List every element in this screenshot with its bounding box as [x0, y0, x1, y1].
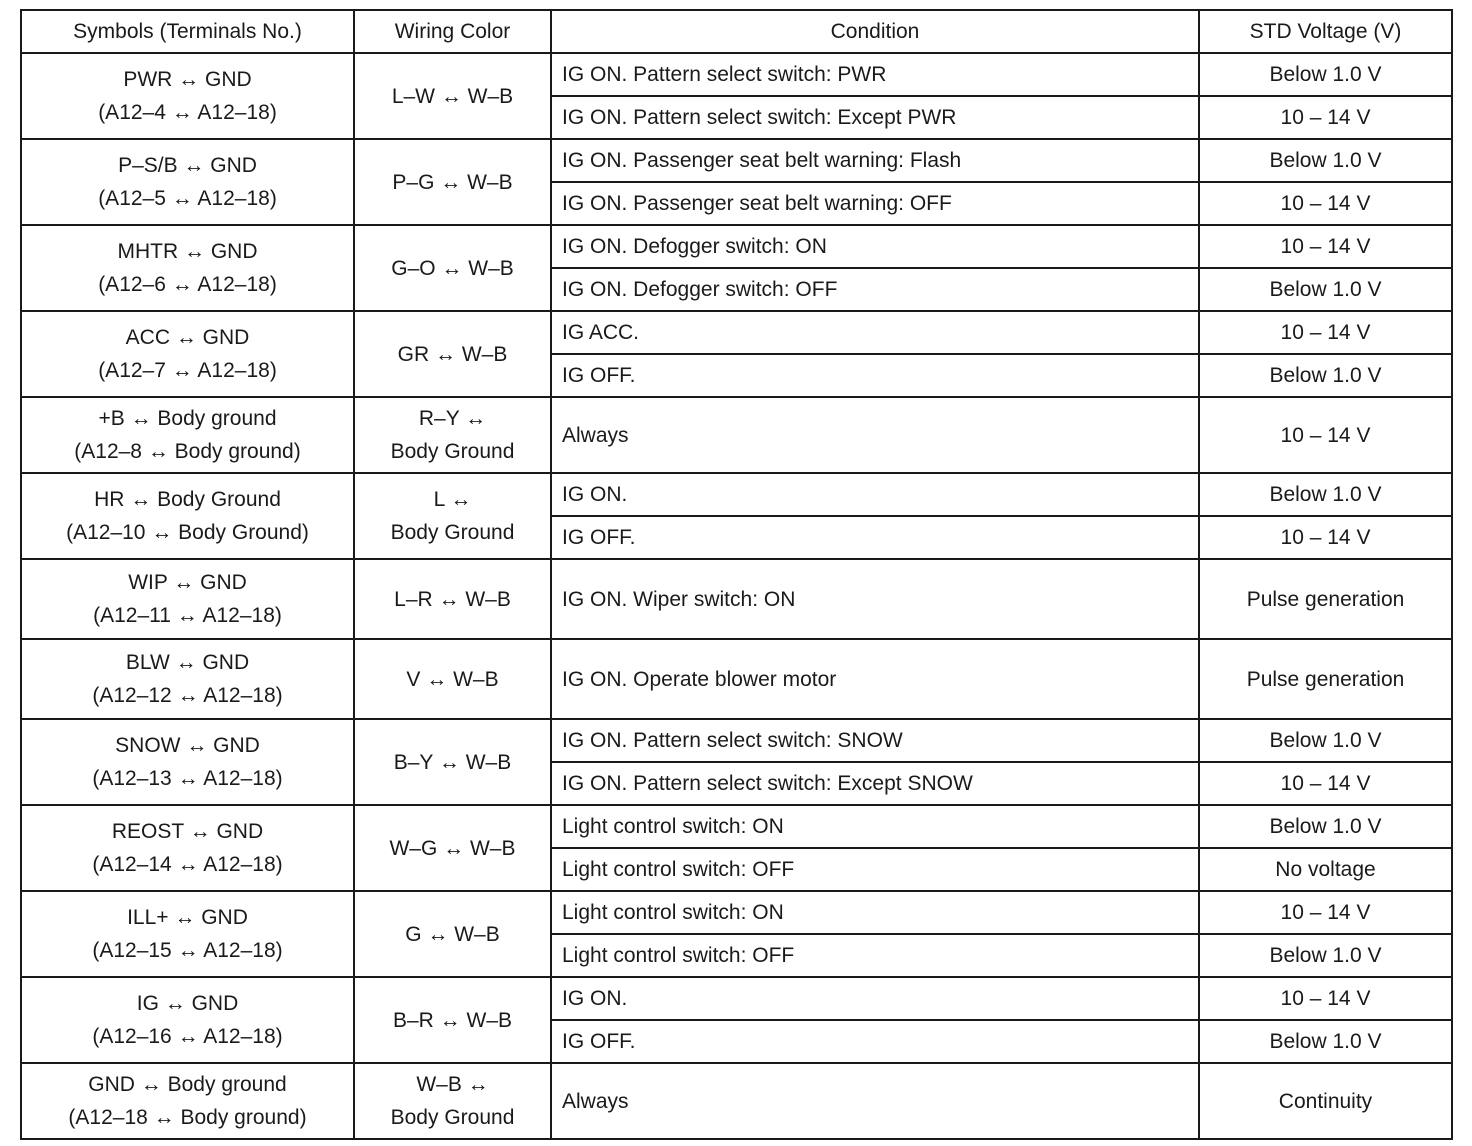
condition-cell: IG OFF.	[551, 516, 1199, 559]
terminal-numbers: (A12–8 ↔ Body ground)	[74, 440, 301, 463]
terminal-numbers: (A12–10 ↔ Body Ground)	[66, 521, 309, 544]
terminal-numbers: (A12–7 ↔ A12–18)	[98, 359, 277, 382]
terminal-symbol: REOST ↔ GND	[111, 820, 264, 843]
terminal-numbers: (A12–16 ↔ A12–18)	[92, 1025, 283, 1048]
terminal-numbers: (A12–6 ↔ A12–18)	[98, 273, 277, 296]
terminal-symbol: ACC ↔ GND	[125, 326, 250, 349]
terminal-numbers: (A12–14 ↔ A12–18)	[92, 853, 283, 876]
wiring-color: W–G ↔ W–B	[389, 836, 516, 860]
wiring-color-cell	[354, 891, 551, 977]
terminal-symbol: PWR ↔ GND	[123, 68, 252, 91]
std-voltage-cell: 10 – 14 V	[1199, 891, 1452, 934]
table-row	[21, 639, 1452, 719]
table-row	[21, 225, 1452, 268]
symbols-cell	[21, 225, 354, 311]
std-voltage-cell: Below 1.0 V	[1199, 354, 1452, 397]
condition-cell: Light control switch: OFF	[551, 934, 1199, 977]
symbols-cell	[21, 53, 354, 139]
std-voltage-cell: Below 1.0 V	[1199, 1020, 1452, 1063]
table-row	[21, 1063, 1452, 1139]
terminal-symbol: P–S/B ↔ GND	[118, 154, 257, 177]
symbols-cell	[21, 139, 354, 225]
condition-cell: IG ON. Pattern select switch: Except PWR	[551, 96, 1199, 139]
terminal-symbol: +B ↔ Body ground	[98, 407, 277, 430]
condition-cell: IG ON. Pattern select switch: PWR	[551, 53, 1199, 96]
table-body	[21, 53, 1452, 1139]
symbols-cell	[21, 559, 354, 639]
table-row	[21, 559, 1452, 639]
header-symbols: Symbols (Terminals No.)	[21, 10, 354, 53]
symbols-cell	[21, 719, 354, 805]
wiring-color-cont: Body Ground	[390, 1106, 515, 1129]
terminal-numbers: (A12–18 ↔ Body ground)	[68, 1106, 307, 1129]
condition-cell: IG OFF.	[551, 1020, 1199, 1063]
terminal-numbers: (A12–5 ↔ A12–18)	[98, 187, 277, 210]
std-voltage-cell: No voltage	[1199, 848, 1452, 891]
table-row	[21, 139, 1452, 182]
symbols-cell	[21, 473, 354, 559]
wiring-color: L ↔	[433, 488, 472, 511]
condition-cell: IG ACC.	[551, 311, 1199, 354]
std-voltage-cell: 10 – 14 V	[1199, 397, 1452, 473]
symbols-cell	[21, 1063, 354, 1139]
wiring-color: R–Y ↔	[418, 407, 487, 430]
wiring-color: L–R ↔ W–B	[394, 587, 511, 611]
wiring-color-cell	[354, 139, 551, 225]
header-condition: Condition	[551, 10, 1199, 53]
std-voltage-cell: Continuity	[1199, 1063, 1452, 1139]
table-row	[21, 977, 1452, 1020]
wiring-color-cell	[354, 53, 551, 139]
wiring-color-cell	[354, 719, 551, 805]
wiring-color: G–O ↔ W–B	[391, 256, 514, 280]
terminal-symbol: HR ↔ Body Ground	[94, 488, 281, 511]
wiring-color-cell	[354, 473, 551, 559]
table-row	[21, 891, 1452, 934]
std-voltage-cell: Below 1.0 V	[1199, 53, 1452, 96]
condition-cell: Light control switch: ON	[551, 805, 1199, 848]
condition-cell: IG ON.	[551, 473, 1199, 516]
terminal-symbol: WIP ↔ GND	[128, 571, 247, 594]
condition-cell: Always	[551, 1063, 1199, 1139]
terminal-numbers: (A12–4 ↔ A12–18)	[98, 101, 277, 124]
std-voltage-cell: 10 – 14 V	[1199, 762, 1452, 805]
wiring-color-cell	[354, 559, 551, 639]
condition-cell: IG ON. Operate blower motor	[551, 639, 1199, 719]
wiring-color-cell	[354, 397, 551, 473]
std-voltage-cell: 10 – 14 V	[1199, 96, 1452, 139]
condition-cell: Light control switch: ON	[551, 891, 1199, 934]
condition-cell: IG ON.	[551, 977, 1199, 1020]
std-voltage-cell: 10 – 14 V	[1199, 311, 1452, 354]
header-row	[21, 10, 1452, 53]
symbols-cell	[21, 977, 354, 1063]
condition-cell: IG ON. Pattern select switch: SNOW	[551, 719, 1199, 762]
terminal-numbers: (A12–11 ↔ A12–18)	[93, 604, 282, 627]
wiring-color: L–W ↔ W–B	[391, 84, 514, 108]
wiring-color-cell	[354, 639, 551, 719]
std-voltage-cell: Below 1.0 V	[1199, 719, 1452, 762]
table-row	[21, 805, 1452, 848]
std-voltage-cell: Below 1.0 V	[1199, 268, 1452, 311]
std-voltage-cell: 10 – 14 V	[1199, 977, 1452, 1020]
terminal-numbers: (A12–13 ↔ A12–18)	[92, 767, 283, 790]
condition-cell: IG ON. Passenger seat belt warning: OFF	[551, 182, 1199, 225]
symbols-cell	[21, 639, 354, 719]
symbols-cell	[21, 397, 354, 473]
table-row	[21, 473, 1452, 516]
condition-cell: IG ON. Passenger seat belt warning: Flash	[551, 139, 1199, 182]
header-wiring-color: Wiring Color	[354, 10, 551, 53]
condition-cell: IG ON. Wiper switch: ON	[551, 559, 1199, 639]
table-row	[21, 311, 1452, 354]
std-voltage-cell: Below 1.0 V	[1199, 473, 1452, 516]
wiring-color-cell	[354, 311, 551, 397]
wiring-color: B–R ↔ W–B	[392, 1008, 513, 1032]
condition-cell: IG OFF.	[551, 354, 1199, 397]
wiring-color: GR ↔ W–B	[397, 342, 508, 366]
table-row	[21, 719, 1452, 762]
condition-cell: Light control switch: OFF	[551, 848, 1199, 891]
condition-cell: Always	[551, 397, 1199, 473]
condition-cell: IG ON. Defogger switch: ON	[551, 225, 1199, 268]
wiring-color: G ↔ W–B	[405, 922, 500, 946]
terminal-symbol: GND ↔ Body ground	[88, 1073, 287, 1096]
std-voltage-cell: Below 1.0 V	[1199, 934, 1452, 977]
wiring-color: P–G ↔ W–B	[392, 170, 513, 194]
wiring-color-cont: Body Ground	[390, 440, 515, 463]
terminal-symbol: SNOW ↔ GND	[115, 734, 260, 757]
std-voltage-cell: 10 – 14 V	[1199, 516, 1452, 559]
condition-cell: IG ON. Defogger switch: OFF	[551, 268, 1199, 311]
wiring-color-cell	[354, 805, 551, 891]
table-row	[21, 53, 1452, 96]
std-voltage-cell: Below 1.0 V	[1199, 805, 1452, 848]
terminal-numbers: (A12–15 ↔ A12–18)	[92, 939, 283, 962]
wiring-color-cont: Body Ground	[390, 521, 515, 544]
symbols-cell	[21, 891, 354, 977]
wiring-color-cell	[354, 977, 551, 1063]
terminal-symbol: IG ↔ GND	[136, 992, 239, 1015]
std-voltage-cell: Below 1.0 V	[1199, 139, 1452, 182]
terminal-symbol: BLW ↔ GND	[125, 651, 250, 674]
std-voltage-cell: Pulse generation	[1199, 559, 1452, 639]
symbols-cell	[21, 311, 354, 397]
terminal-symbol: ILL+ ↔ GND	[127, 906, 248, 929]
wiring-color-cell	[354, 225, 551, 311]
table-row	[21, 397, 1452, 473]
terminal-numbers: (A12–12 ↔ A12–18)	[92, 684, 283, 707]
wiring-color: W–B ↔	[416, 1073, 489, 1096]
symbols-cell	[21, 805, 354, 891]
std-voltage-cell: 10 – 14 V	[1199, 225, 1452, 268]
wiring-color-cell	[354, 1063, 551, 1139]
wiring-voltage-table	[20, 9, 1453, 1140]
terminal-symbol: MHTR ↔ GND	[117, 240, 258, 263]
header-std-voltage: STD Voltage (V)	[1199, 10, 1452, 53]
std-voltage-cell: Pulse generation	[1199, 639, 1452, 719]
wiring-color: B–Y ↔ W–B	[393, 750, 512, 774]
wiring-color: V ↔ W–B	[406, 667, 499, 691]
std-voltage-cell: 10 – 14 V	[1199, 182, 1452, 225]
condition-cell: IG ON. Pattern select switch: Except SNOW	[551, 762, 1199, 805]
